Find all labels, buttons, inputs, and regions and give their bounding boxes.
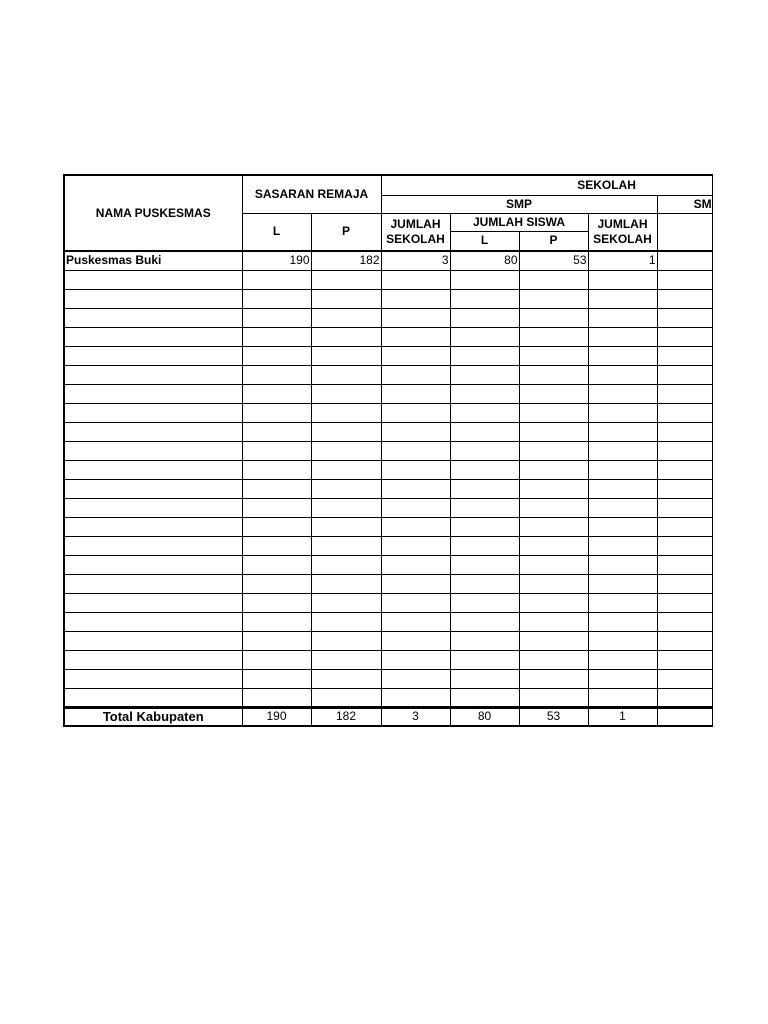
empty-cell[interactable] xyxy=(657,498,712,517)
empty-cell[interactable] xyxy=(519,631,588,650)
empty-cell[interactable] xyxy=(381,555,450,574)
empty-cell[interactable] xyxy=(311,612,381,631)
empty-cell[interactable] xyxy=(311,517,381,536)
empty-cell[interactable] xyxy=(657,441,712,460)
empty-cell[interactable] xyxy=(588,631,657,650)
empty-cell[interactable] xyxy=(64,460,242,479)
empty-cell[interactable] xyxy=(519,422,588,441)
empty-cell[interactable] xyxy=(588,289,657,308)
cell-smp-jumlah[interactable]: 3 xyxy=(381,251,450,270)
empty-cell[interactable] xyxy=(242,631,311,650)
empty-cell[interactable] xyxy=(381,479,450,498)
total-smp-p[interactable]: 53 xyxy=(519,707,588,726)
empty-cell[interactable] xyxy=(657,460,712,479)
empty-cell[interactable] xyxy=(64,270,242,289)
empty-cell[interactable] xyxy=(381,346,450,365)
empty-cell[interactable] xyxy=(242,384,311,403)
header-sasaran-l[interactable]: L xyxy=(242,213,311,251)
table-row xyxy=(64,251,712,270)
empty-cell[interactable] xyxy=(519,612,588,631)
empty-cell[interactable] xyxy=(64,441,242,460)
empty-cell[interactable] xyxy=(381,593,450,612)
empty-cell[interactable] xyxy=(588,650,657,669)
empty-cell[interactable] xyxy=(519,308,588,327)
empty-cell[interactable] xyxy=(381,631,450,650)
empty-cell[interactable] xyxy=(519,517,588,536)
empty-cell[interactable] xyxy=(588,479,657,498)
empty-cell[interactable] xyxy=(311,270,381,289)
empty-cell[interactable] xyxy=(311,403,381,422)
empty-cell[interactable] xyxy=(381,308,450,327)
empty-cell[interactable] xyxy=(450,631,519,650)
empty-cell[interactable] xyxy=(588,346,657,365)
empty-cell[interactable] xyxy=(242,422,311,441)
cell-smp-p[interactable]: 53 xyxy=(519,251,588,270)
empty-cell[interactable] xyxy=(242,612,311,631)
empty-cell[interactable] xyxy=(242,365,311,384)
empty-cell[interactable] xyxy=(588,403,657,422)
empty-cell[interactable] xyxy=(588,536,657,555)
empty-cell[interactable] xyxy=(588,365,657,384)
empty-cell[interactable] xyxy=(64,593,242,612)
cell-sasaran-l[interactable]: 190 xyxy=(242,251,311,270)
empty-cell[interactable] xyxy=(311,422,381,441)
empty-cell[interactable] xyxy=(311,384,381,403)
empty-cell[interactable] xyxy=(657,688,712,707)
empty-cell[interactable] xyxy=(657,650,712,669)
empty-cell[interactable] xyxy=(450,441,519,460)
empty-cell[interactable] xyxy=(588,441,657,460)
empty-cell[interactable] xyxy=(519,574,588,593)
empty-cell[interactable] xyxy=(242,555,311,574)
empty-cell[interactable] xyxy=(450,688,519,707)
empty-cell[interactable] xyxy=(450,555,519,574)
header-siswa-p[interactable]: P xyxy=(519,231,588,251)
empty-cell[interactable] xyxy=(657,403,712,422)
table-row xyxy=(64,669,712,688)
empty-cell[interactable] xyxy=(588,327,657,346)
empty-cell[interactable] xyxy=(588,270,657,289)
empty-cell[interactable] xyxy=(64,498,242,517)
empty-cell[interactable] xyxy=(588,669,657,688)
table-row xyxy=(64,403,712,422)
total-smp-l[interactable]: 80 xyxy=(450,707,519,726)
empty-cell[interactable] xyxy=(519,365,588,384)
empty-cell[interactable] xyxy=(657,479,712,498)
empty-cell[interactable] xyxy=(381,460,450,479)
empty-cell[interactable] xyxy=(450,289,519,308)
empty-cell[interactable] xyxy=(311,555,381,574)
empty-cell[interactable] xyxy=(64,384,242,403)
empty-cell[interactable] xyxy=(450,460,519,479)
total-row xyxy=(64,707,712,726)
data-table xyxy=(63,174,713,727)
empty-cell[interactable] xyxy=(64,289,242,308)
empty-cell[interactable] xyxy=(311,593,381,612)
empty-cell[interactable] xyxy=(64,365,242,384)
empty-cell[interactable] xyxy=(381,289,450,308)
empty-cell[interactable] xyxy=(450,593,519,612)
total-smp-jumlah[interactable]: 3 xyxy=(381,707,450,726)
table-row xyxy=(64,460,712,479)
empty-cell[interactable] xyxy=(450,479,519,498)
empty-cell[interactable] xyxy=(64,631,242,650)
empty-cell[interactable] xyxy=(64,422,242,441)
empty-cell[interactable] xyxy=(657,384,712,403)
table-row xyxy=(64,555,712,574)
empty-cell[interactable] xyxy=(588,555,657,574)
empty-cell[interactable] xyxy=(242,308,311,327)
empty-cell[interactable] xyxy=(381,498,450,517)
empty-cell[interactable] xyxy=(588,593,657,612)
header-nama-puskesmas[interactable]: NAMA PUSKESMAS xyxy=(64,175,242,251)
cell-sm-jumlah[interactable]: 1 xyxy=(588,251,657,270)
empty-cell[interactable] xyxy=(588,517,657,536)
empty-cell[interactable] xyxy=(657,365,712,384)
empty-cell[interactable] xyxy=(519,688,588,707)
empty-cell[interactable] xyxy=(450,346,519,365)
empty-cell[interactable] xyxy=(519,346,588,365)
empty-cell[interactable] xyxy=(588,574,657,593)
empty-cell[interactable] xyxy=(311,498,381,517)
table-row xyxy=(64,688,712,707)
empty-cell[interactable] xyxy=(311,308,381,327)
empty-cell[interactable] xyxy=(64,517,242,536)
cell-smp-l[interactable]: 80 xyxy=(450,251,519,270)
empty-cell[interactable] xyxy=(242,650,311,669)
empty-cell[interactable] xyxy=(381,422,450,441)
empty-cell[interactable] xyxy=(64,327,242,346)
table-row xyxy=(64,612,712,631)
empty-cell[interactable] xyxy=(311,650,381,669)
empty-cell[interactable] xyxy=(381,574,450,593)
empty-cell[interactable] xyxy=(588,612,657,631)
empty-cell[interactable] xyxy=(381,688,450,707)
empty-cell[interactable] xyxy=(242,688,311,707)
empty-cell[interactable] xyxy=(381,650,450,669)
total-sasaran-l[interactable]: 190 xyxy=(242,707,311,726)
cell-nama[interactable]: Puskesmas Buki xyxy=(64,251,242,270)
table-row xyxy=(64,498,712,517)
empty-cell[interactable] xyxy=(588,422,657,441)
empty-cell[interactable] xyxy=(519,460,588,479)
empty-cell[interactable] xyxy=(64,536,242,555)
empty-cell[interactable] xyxy=(519,669,588,688)
empty-cell[interactable] xyxy=(588,498,657,517)
empty-cell[interactable] xyxy=(381,517,450,536)
table-row xyxy=(64,289,712,308)
empty-cell[interactable] xyxy=(450,422,519,441)
empty-cell[interactable] xyxy=(657,555,712,574)
header-siswa-l[interactable]: L xyxy=(450,231,519,251)
table-row xyxy=(64,536,712,555)
empty-cell[interactable] xyxy=(242,593,311,612)
empty-cell[interactable] xyxy=(450,365,519,384)
table-row xyxy=(64,441,712,460)
empty-cell[interactable] xyxy=(657,270,712,289)
empty-cell[interactable] xyxy=(450,612,519,631)
empty-cell[interactable] xyxy=(657,631,712,650)
empty-cell[interactable] xyxy=(657,327,712,346)
empty-cell[interactable] xyxy=(657,593,712,612)
empty-cell[interactable] xyxy=(657,669,712,688)
empty-cell[interactable] xyxy=(588,460,657,479)
empty-cell[interactable] xyxy=(450,517,519,536)
table-row xyxy=(64,384,712,403)
empty-rows xyxy=(64,270,712,707)
empty-cell[interactable] xyxy=(242,669,311,688)
empty-cell[interactable] xyxy=(519,270,588,289)
empty-cell[interactable] xyxy=(450,308,519,327)
cell-sasaran-p[interactable]: 182 xyxy=(311,251,381,270)
empty-cell[interactable] xyxy=(381,441,450,460)
empty-cell[interactable] xyxy=(657,612,712,631)
table-row xyxy=(64,574,712,593)
header-sm-partial[interactable]: SM xyxy=(657,195,712,213)
empty-cell[interactable] xyxy=(64,650,242,669)
header-blank xyxy=(657,213,712,251)
empty-cell[interactable] xyxy=(657,536,712,555)
cell-blank[interactable] xyxy=(657,251,712,270)
empty-cell[interactable] xyxy=(657,422,712,441)
empty-cell[interactable] xyxy=(519,555,588,574)
empty-cell[interactable] xyxy=(242,498,311,517)
empty-cell[interactable] xyxy=(588,384,657,403)
empty-cell[interactable] xyxy=(381,365,450,384)
total-blank[interactable] xyxy=(657,707,712,726)
empty-cell[interactable] xyxy=(311,574,381,593)
header-sasaran-p[interactable]: P xyxy=(311,213,381,251)
empty-cell[interactable] xyxy=(311,631,381,650)
empty-cell[interactable] xyxy=(242,289,311,308)
table-row xyxy=(64,422,712,441)
empty-cell[interactable] xyxy=(311,327,381,346)
header-sm-jumlah-sekolah[interactable]: JUMLAH SEKOLAH xyxy=(588,213,657,251)
table-row xyxy=(64,479,712,498)
empty-cell[interactable] xyxy=(450,403,519,422)
empty-cell[interactable] xyxy=(519,384,588,403)
empty-cell[interactable] xyxy=(381,669,450,688)
empty-cell[interactable] xyxy=(381,384,450,403)
empty-cell[interactable] xyxy=(657,346,712,365)
empty-cell[interactable] xyxy=(311,669,381,688)
table-row xyxy=(64,346,712,365)
spreadsheet-table-container xyxy=(63,174,712,737)
empty-cell[interactable] xyxy=(588,688,657,707)
table-row xyxy=(64,270,712,289)
empty-cell[interactable] xyxy=(242,327,311,346)
empty-cell[interactable] xyxy=(657,517,712,536)
empty-cell[interactable] xyxy=(311,441,381,460)
table-row xyxy=(64,593,712,612)
empty-cell[interactable] xyxy=(519,498,588,517)
empty-cell[interactable] xyxy=(519,327,588,346)
empty-cell[interactable] xyxy=(64,688,242,707)
empty-cell[interactable] xyxy=(450,669,519,688)
empty-cell[interactable] xyxy=(64,669,242,688)
table-row xyxy=(64,365,712,384)
empty-cell[interactable] xyxy=(450,384,519,403)
empty-cell[interactable] xyxy=(242,346,311,365)
empty-cell[interactable] xyxy=(311,346,381,365)
header-sekolah[interactable]: SEKOLAH xyxy=(381,175,712,195)
total-sasaran-p[interactable]: 182 xyxy=(311,707,381,726)
empty-cell[interactable] xyxy=(657,574,712,593)
table-row xyxy=(64,327,712,346)
header-smp[interactable]: SMP xyxy=(381,195,657,213)
empty-cell[interactable] xyxy=(64,479,242,498)
empty-cell[interactable] xyxy=(450,536,519,555)
empty-cell[interactable] xyxy=(381,270,450,289)
total-sm-jumlah[interactable]: 1 xyxy=(588,707,657,726)
empty-cell[interactable] xyxy=(311,289,381,308)
empty-cell[interactable] xyxy=(450,650,519,669)
empty-cell[interactable] xyxy=(657,289,712,308)
table-row xyxy=(64,308,712,327)
empty-cell[interactable] xyxy=(64,574,242,593)
table-row xyxy=(64,650,712,669)
empty-cell[interactable] xyxy=(64,308,242,327)
empty-cell[interactable] xyxy=(519,403,588,422)
empty-cell[interactable] xyxy=(311,536,381,555)
header-sasaran-remaja[interactable]: SASARAN REMAJA xyxy=(242,175,381,213)
empty-cell[interactable] xyxy=(64,612,242,631)
empty-cell[interactable] xyxy=(450,327,519,346)
empty-cell[interactable] xyxy=(657,308,712,327)
empty-cell[interactable] xyxy=(588,308,657,327)
empty-cell[interactable] xyxy=(64,403,242,422)
empty-cell[interactable] xyxy=(311,365,381,384)
empty-cell[interactable] xyxy=(381,403,450,422)
header-smp-jumlah-sekolah[interactable]: JUMLAH SEKOLAH xyxy=(381,213,450,251)
empty-cell[interactable] xyxy=(381,612,450,631)
empty-cell[interactable] xyxy=(242,574,311,593)
table-row xyxy=(64,631,712,650)
empty-cell[interactable] xyxy=(311,460,381,479)
empty-cell[interactable] xyxy=(242,517,311,536)
empty-cell[interactable] xyxy=(64,555,242,574)
empty-cell[interactable] xyxy=(450,498,519,517)
empty-cell[interactable] xyxy=(450,574,519,593)
total-label[interactable]: Total Kabupaten xyxy=(64,707,242,726)
empty-cell[interactable] xyxy=(519,289,588,308)
empty-cell[interactable] xyxy=(242,403,311,422)
empty-cell[interactable] xyxy=(242,536,311,555)
header-jumlah-siswa[interactable]: JUMLAH SISWA xyxy=(450,213,588,231)
header-row-1 xyxy=(64,175,712,195)
empty-cell[interactable] xyxy=(450,270,519,289)
empty-cell[interactable] xyxy=(519,479,588,498)
empty-cell[interactable] xyxy=(519,593,588,612)
empty-cell[interactable] xyxy=(311,688,381,707)
empty-cell[interactable] xyxy=(519,441,588,460)
empty-cell[interactable] xyxy=(242,479,311,498)
empty-cell[interactable] xyxy=(311,479,381,498)
empty-cell[interactable] xyxy=(242,441,311,460)
empty-cell[interactable] xyxy=(242,460,311,479)
empty-cell[interactable] xyxy=(381,536,450,555)
empty-cell[interactable] xyxy=(381,327,450,346)
empty-cell[interactable] xyxy=(519,650,588,669)
table-row xyxy=(64,517,712,536)
empty-cell[interactable] xyxy=(519,536,588,555)
empty-cell[interactable] xyxy=(64,346,242,365)
empty-cell[interactable] xyxy=(242,270,311,289)
